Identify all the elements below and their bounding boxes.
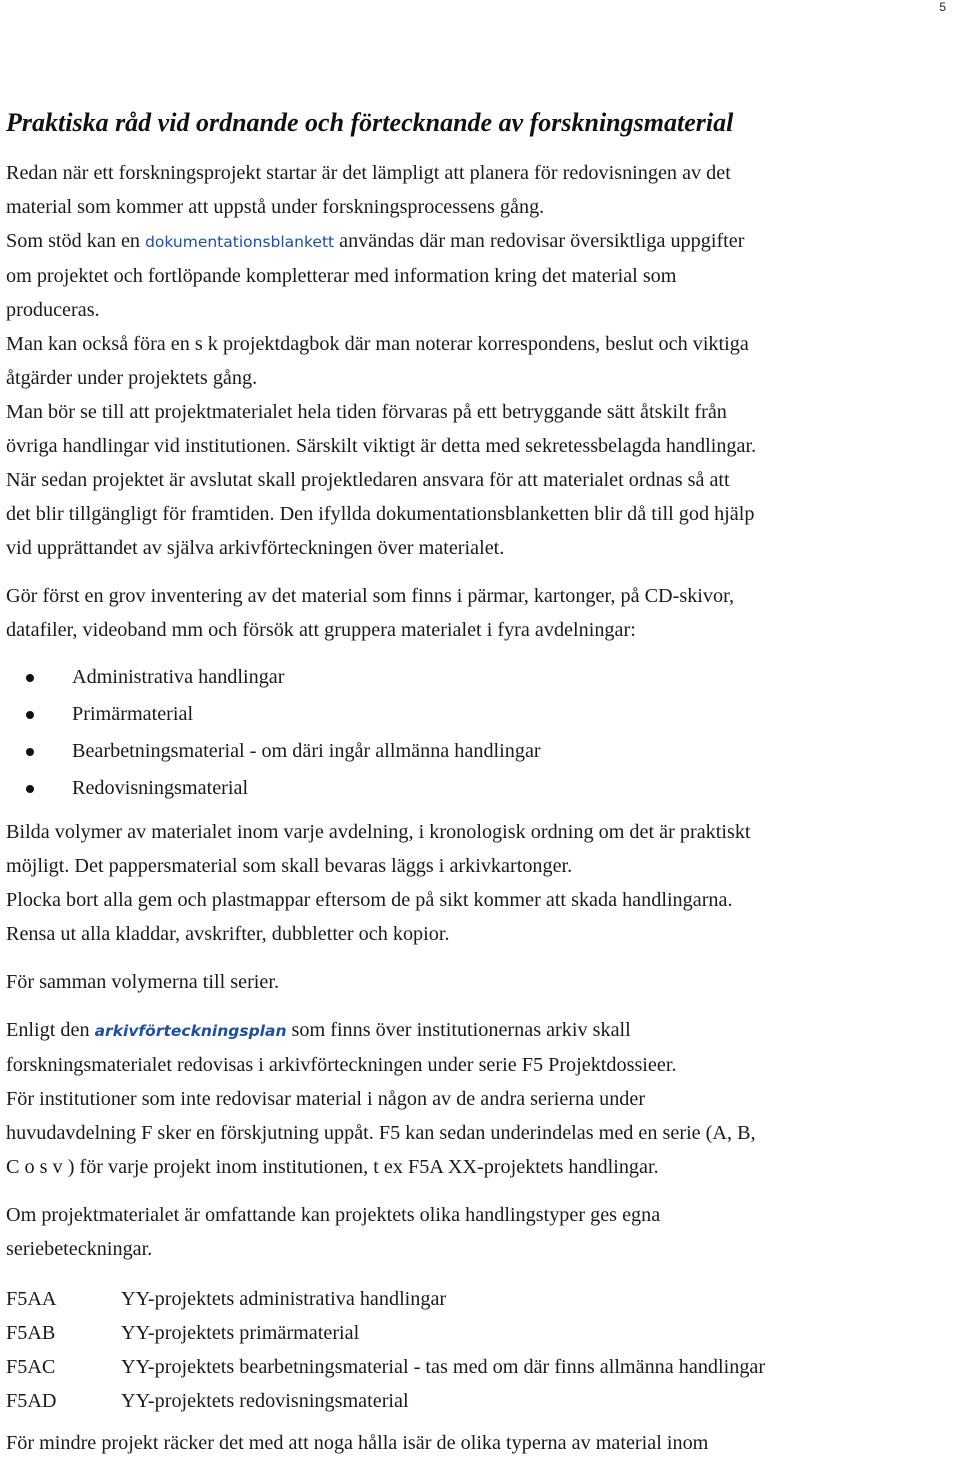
series-description: YY-projektets administrativa handlingar xyxy=(121,1288,447,1310)
list-item xyxy=(6,733,926,770)
paragraph-projektdagbok xyxy=(6,327,926,395)
text-line xyxy=(6,224,926,259)
text-line: om projektet och fortlöpande kompletterar med information kring det material som xyxy=(6,265,677,287)
table-row xyxy=(6,1350,926,1384)
text-line: huvudavdelning F sker en förskjutning uppåt. F5 kan sedan underindelas med en serie (A, B, xyxy=(6,1122,756,1144)
list-item xyxy=(6,770,926,807)
text-line: det blir tillgängligt för framtiden. Den ifyllda dokumentationsblanketten blir då till god hjälp xyxy=(6,503,755,525)
arkivforteckningsplan-link[interactable]: arkivförteckningsplan xyxy=(94,1022,287,1040)
list-item xyxy=(6,659,926,696)
paragraph-intro xyxy=(6,156,926,327)
table-row xyxy=(6,1316,926,1350)
text-line: Man bör se till att projektmaterialet hela tiden förvaras på ett betryggande sätt åtskilt från xyxy=(6,401,727,423)
avdelningar-list xyxy=(6,659,926,807)
text-line: Plocka bort alla gem och plastmappar eftersom de på sikt kommer att skada handlingarna. xyxy=(6,889,733,911)
paragraph-arkivforteckning xyxy=(6,1013,926,1184)
text-line: Man kan också föra en s k projektdagbok där man noterar korrespondens, beslut och viktiga xyxy=(6,333,749,355)
text-span: som finns över institutionernas arkiv skall xyxy=(286,1019,631,1041)
text-line: datafiler, videoband mm och försök att gruppera materialet i fyra avdelningar: xyxy=(6,619,636,641)
bullet-icon xyxy=(26,785,34,793)
text-line: Rensa ut alla kladdar, avskrifter, dubbletter och kopior. xyxy=(6,923,450,945)
series-description: YY-projektets bearbetningsmaterial - tas med om där finns allmänna handlingar xyxy=(121,1356,766,1378)
text-span: Som stöd kan en xyxy=(6,230,146,252)
text-line: seriebeteckningar. xyxy=(6,1238,153,1260)
table-row xyxy=(6,1282,926,1316)
paragraph-mindre-projekt: För mindre projekt räcker det med att noga hålla isär de olika typerna av material inom xyxy=(6,1432,709,1454)
text-line: När sedan projektet är avslutat skall projektledaren ansvara för att materialet ordnas så att xyxy=(6,469,730,491)
text-line: För institutioner som inte redovisar material i någon av de andra serierna under xyxy=(6,1088,646,1110)
series-code: F5AD xyxy=(6,1390,57,1412)
bullet-icon xyxy=(26,748,34,756)
series-code: F5AA xyxy=(6,1288,57,1310)
page-number: 5 xyxy=(939,0,946,14)
list-item-label: Administrativa handlingar xyxy=(72,666,285,688)
page-title: Praktiska råd vid ordnande och förtecknande av forskningsmaterial xyxy=(6,108,734,137)
series-code: F5AB xyxy=(6,1322,56,1344)
list-item-label: Redovisningsmaterial xyxy=(72,777,249,799)
text-line: produceras. xyxy=(6,299,100,321)
dokumentationsblankett-link[interactable]: dokumentationsblankett xyxy=(145,233,335,251)
text-line: forskningsmaterialet redovisas i arkivförteckningen under serie F5 Projektdossieer. xyxy=(6,1054,677,1076)
paragraph-seriebeteckningar xyxy=(6,1198,926,1266)
text-span: Enligt den xyxy=(6,1019,95,1041)
text-line: övriga handlingar vid institutionen. Särskilt viktigt är detta med sekretessbelagda handlingar. xyxy=(6,435,757,457)
text-line: Bilda volymer av materialet inom varje avdelning, i kronologisk ordning om det är praktiskt xyxy=(6,821,751,843)
series-code-table xyxy=(6,1282,926,1418)
text-line: Gör först en grov inventering av det material som finns i pärmar, kartonger, på CD-skivor, xyxy=(6,585,735,607)
table-row xyxy=(6,1384,926,1418)
list-item-label: Primärmaterial xyxy=(72,703,194,725)
paragraph-serier: För samman volymerna till serier. xyxy=(6,971,280,993)
bullet-icon xyxy=(26,711,34,719)
paragraph-avslut xyxy=(6,463,926,565)
list-item-label: Bearbetningsmaterial - om däri ingår allmänna handlingar xyxy=(72,740,541,762)
text-line: Om projektmaterialet är omfattande kan projektets olika handlingstyper ges egna xyxy=(6,1204,661,1226)
text-line: C o s v ) för varje projekt inom institutionen, t ex F5A XX-projektets handlingar. xyxy=(6,1156,659,1178)
text-line: vid upprättandet av själva arkivförteckningen över materialet. xyxy=(6,537,505,559)
series-description: YY-projektets primärmaterial xyxy=(121,1322,360,1344)
series-description: YY-projektets redovisningsmaterial xyxy=(121,1390,409,1412)
text-line xyxy=(6,1013,926,1048)
series-code: F5AC xyxy=(6,1356,56,1378)
text-line: Redan när ett forskningsprojekt startar är det lämpligt att planera för redovisningen av det xyxy=(6,162,731,184)
paragraph-forvaring xyxy=(6,395,926,463)
list-item xyxy=(6,696,926,733)
text-span: användas där man redovisar översiktliga uppgifter xyxy=(334,230,745,252)
document-body xyxy=(6,156,926,1460)
text-line: åtgärder under projektets gång. xyxy=(6,367,258,389)
paragraph-inventering xyxy=(6,579,926,647)
text-line: möjligt. Det pappersmaterial som skall bevaras läggs i arkivkartonger. xyxy=(6,855,573,877)
bullet-icon xyxy=(26,674,34,682)
paragraph-volymer xyxy=(6,815,926,951)
text-line: material som kommer att uppstå under forskningsprocessens gång. xyxy=(6,196,545,218)
